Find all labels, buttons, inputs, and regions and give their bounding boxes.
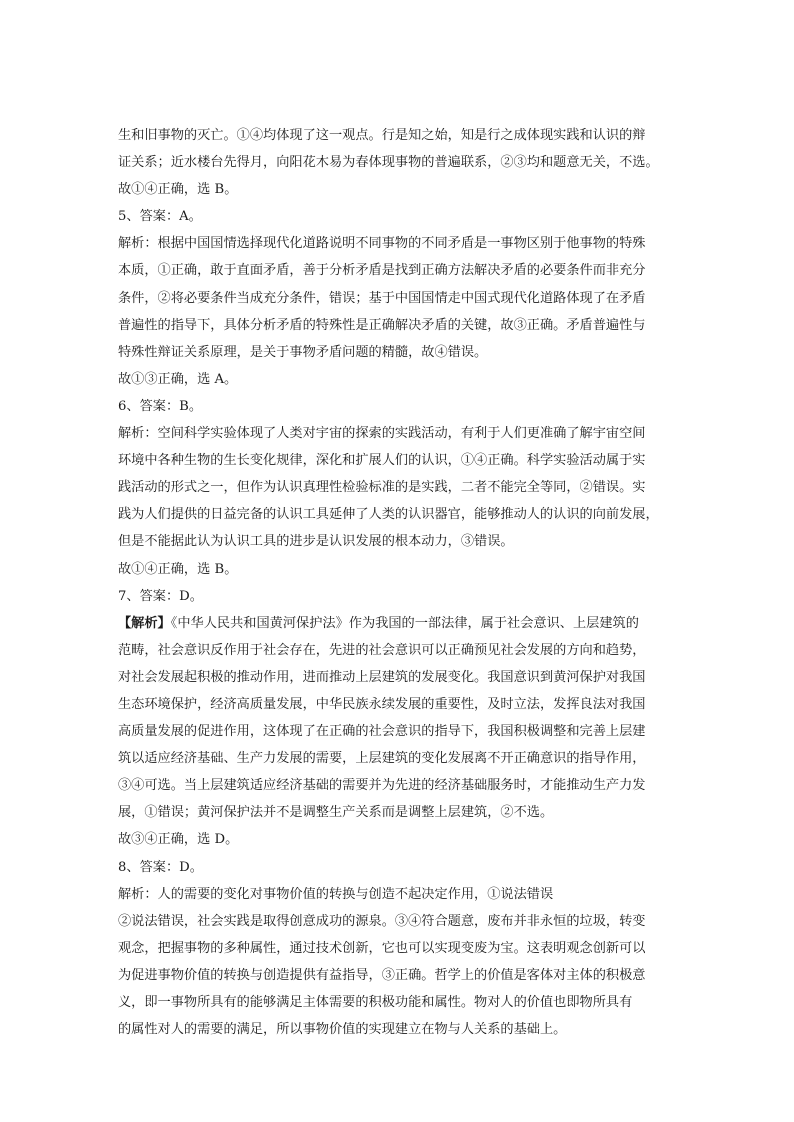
text-line: ②说法错误，社会实践是取得创意成功的源泉。③④符合题意，废布并非永恒的垃圾，转变 (118, 913, 646, 929)
text-line: 观念，把握事物的多种属性，通过技术创新，它也可以实现变废为宝。这表明观念创新可以 (118, 940, 646, 956)
text-line: 故①③正确，选 A。 (118, 371, 238, 387)
text-line: 故①④正确，选 B。 (118, 561, 238, 577)
text-line: 生和旧事物的灭亡。①④均体现了这一观点。行是知之始，知是行之成体现实践和认识的辩 (118, 128, 646, 143)
text-line: 解析：人的需要的变化对事物价值的转换与创造不起决定作用，①说法错误 (118, 886, 554, 902)
text-line: ③④可选。当上层建筑适应经济基础的需要并为先进的经济基础服务时，才能推动生产力发 (118, 778, 646, 794)
answer-heading: 5、答案：A。 (118, 209, 202, 225)
answer-heading: 8、答案：D。 (118, 859, 203, 875)
text-line: 条件，②将必要条件当成充分条件，错误；基于中国国情走中国式现代化道路体现了在矛盾 (118, 290, 646, 306)
text-line: 普遍性的指导下，具体分析矛盾的特殊性是正确解决矛盾的关键，故③正确。矛盾普遍性与 (118, 317, 646, 333)
text-line (118, 610, 680, 637)
text-line: 的属性对人的需要的满足，所以事物价值的实现建立在物与人关系的基础上。 (118, 1022, 567, 1038)
text-line: 证关系；近水楼台先得月，向阳花木易为春体现事物的普遍联系，②③均和题意无关，不选。 (118, 155, 659, 171)
text-line: 但是不能据此认为认识工具的进步是认识发展的根本动力，③错误。 (118, 534, 514, 550)
text-line: 践活动的形式之一，但作为认识真理性检验标准的是实践，二者不能完全等同，②错误。实 (118, 480, 646, 496)
text-line: 展，①错误；黄河保护法并不是调整生产关系而是调整上层建筑，②不选。 (118, 805, 554, 821)
text-line: 故③④正确，选 D。 (118, 832, 239, 848)
analysis-label: 【解析】 (118, 615, 171, 631)
text-line: 故①④正确，选 B。 (118, 182, 238, 198)
text-line: 为促进事物价值的转换与创造提供有益指导，③正确。哲学上的价值是客体对主体的积极意 (118, 967, 646, 983)
text-line: 筑以适应经济基础、生产力发展的需要，上层建筑的变化发展离不开正确意识的指导作用， (118, 751, 646, 767)
answer-heading: 6、答案：B。 (118, 398, 203, 414)
answer-analysis-text (118, 122, 680, 1043)
text-line: 对社会发展起积极的推动作用，进而推动上层建筑的发展变化。我国意识到黄河保护对我国 (118, 669, 646, 685)
text-line-body: 《中华人民共和国黄河保护法》作为我国的一部法律，属于社会意识、上层建筑的 (170, 615, 639, 631)
text-line: 解析：空间科学实验体现了人类对宇宙的探索的实践活动，有利于人们更准确了解宇宙空间 (118, 426, 646, 442)
text-line: 义，即一事物所具有的能够满足主体需要的积极功能和属性。物对人的价值也即物所具有 (118, 995, 633, 1010)
answer-heading: 7、答案：D。 (118, 588, 203, 604)
text-line: 本质，①正确，敢于直面矛盾，善于分析矛盾是找到正确方法解决矛盾的必要条件而非充分 (118, 263, 646, 279)
text-line: 特殊性辩证关系原理，是关于事物矛盾问题的精髓，故④错误。 (118, 344, 488, 360)
text-line: 高质量发展的促进作用，这体现了在正确的社会意识的指导下，我国积极调整和完善上层建 (118, 724, 646, 740)
text-line: 环境中各种生物的生长变化规律，深化和扩展人们的认识，①④正确。科学实验活动属于实 (118, 453, 646, 469)
text-line: 解析：根据中国国情选择现代化道路说明不同事物的不同矛盾是一事物区别于他事物的特殊 (118, 236, 646, 252)
text-line: 范畴，社会意识反作用于社会存在，先进的社会意识可以正确预见社会发展的方向和趋势， (118, 642, 646, 658)
text-line: 生态环境保护，经济高质量发展，中华民族永续发展的重要性，及时立法，发挥良法对我国 (118, 696, 646, 712)
text-line: 践为人们提供的日益完备的认识工具延伸了人类的认识器官，能够推动人的认识的向前发展， (118, 507, 659, 523)
